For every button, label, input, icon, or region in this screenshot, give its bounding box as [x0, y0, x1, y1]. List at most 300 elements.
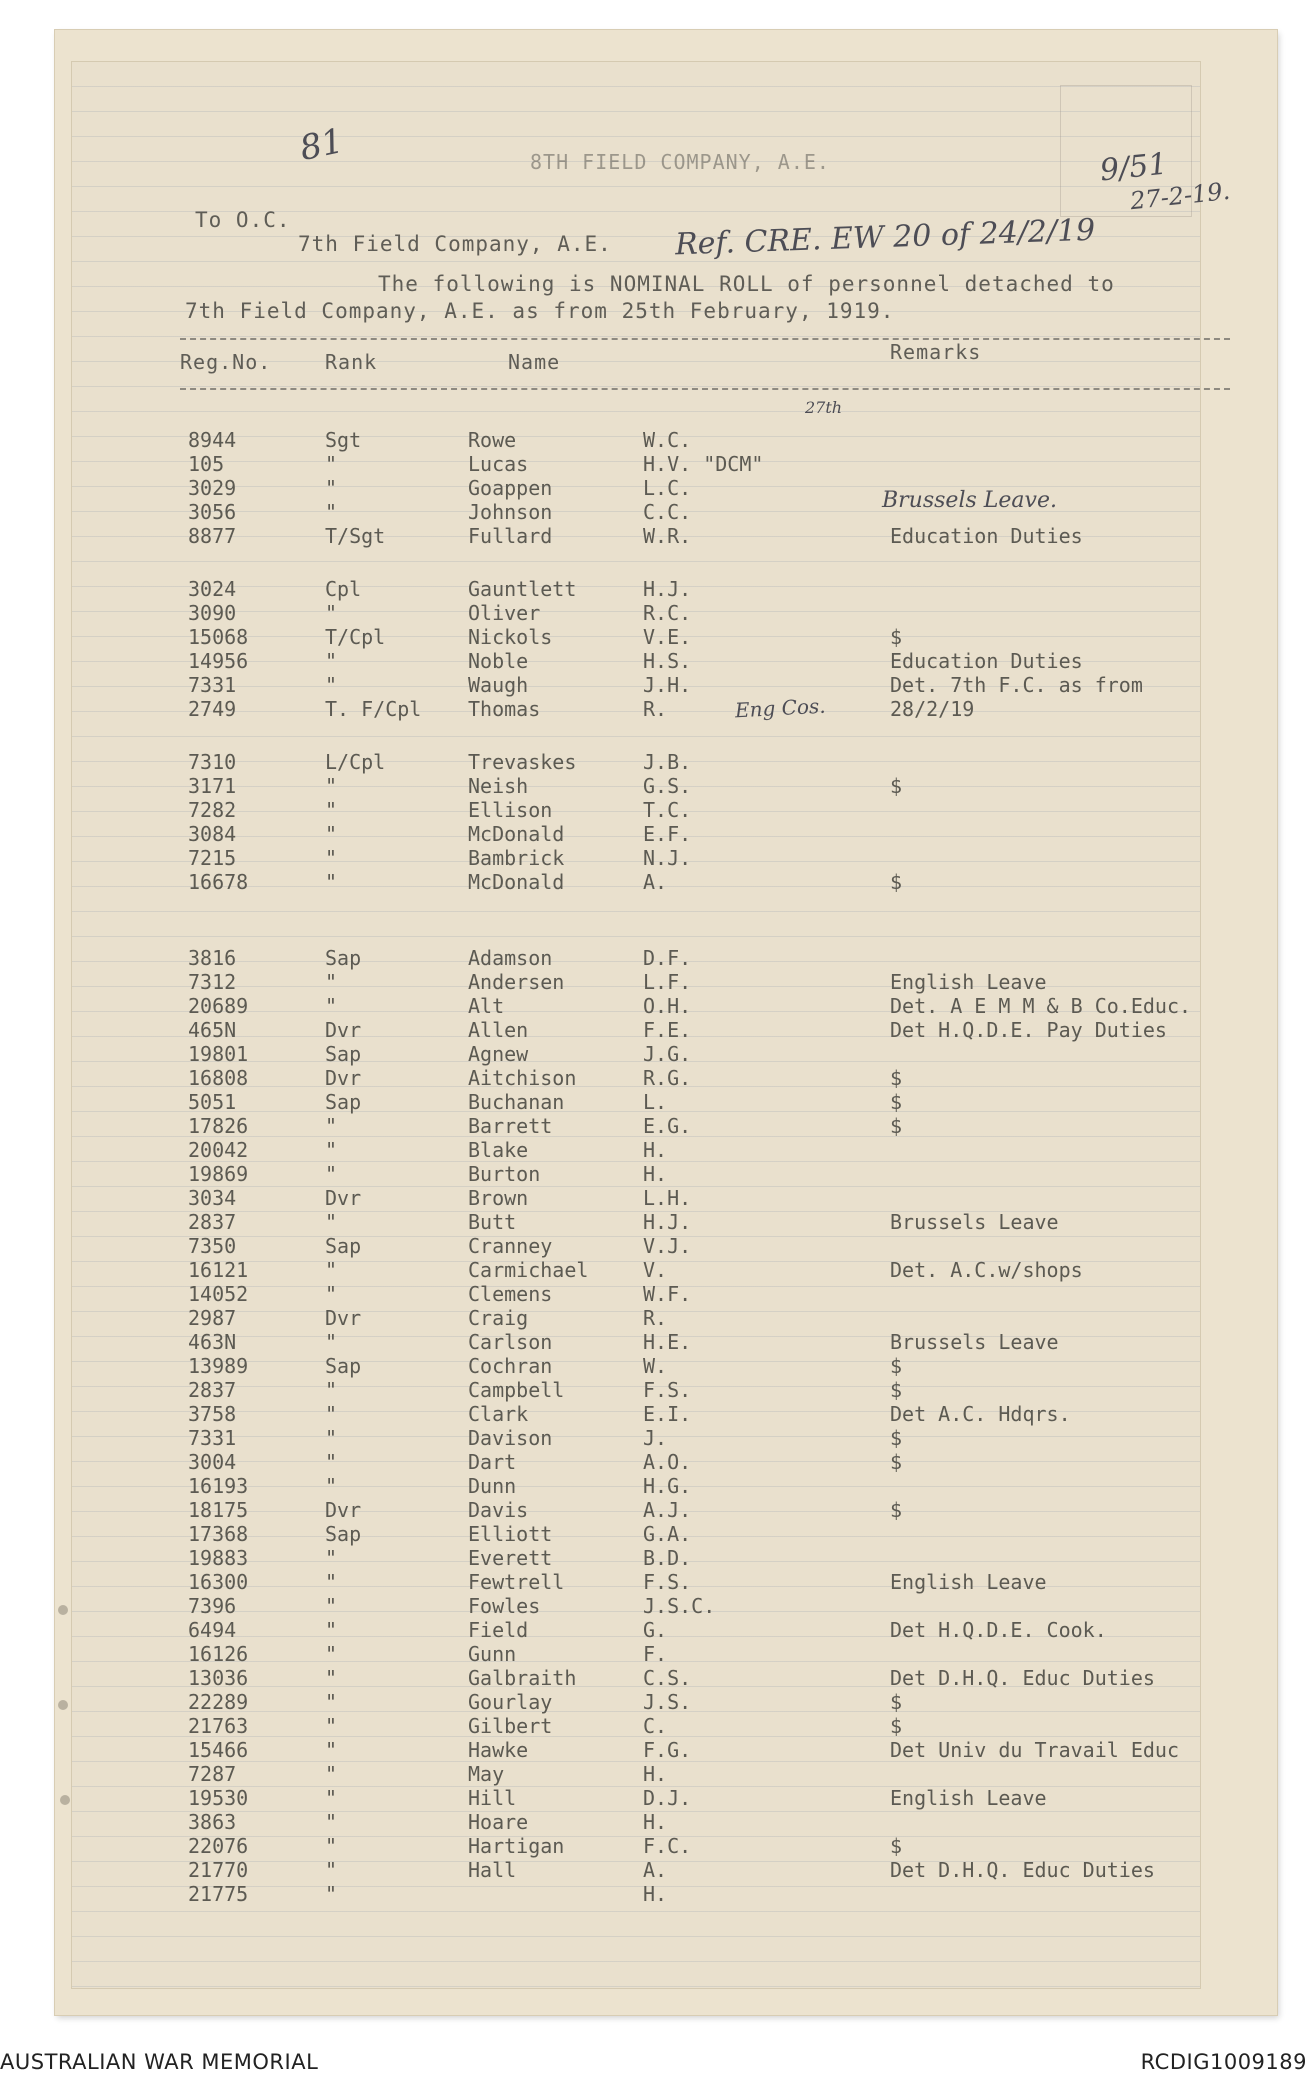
reg-number: 16121 [188, 1258, 249, 1282]
initials: W.F. [643, 1282, 692, 1306]
reg-number: 14956 [188, 649, 249, 673]
reg-number: 20689 [188, 994, 249, 1018]
remarks: $ [890, 774, 903, 798]
surname: Dart [468, 1450, 517, 1474]
surname: Ellison [468, 798, 553, 822]
surname: Aitchison [468, 1066, 577, 1090]
remarks: Det A.C. Hdqrs. [890, 1402, 1071, 1426]
initials: R. [643, 1306, 668, 1330]
initials: H.S. [643, 649, 692, 673]
reg-number: 2837 [188, 1210, 237, 1234]
reg-number: 3029 [188, 476, 237, 500]
remarks: Det. A E M M & B Co.Educ. [890, 994, 1192, 1018]
remarks: $ [890, 1090, 903, 1114]
reg-number: 7312 [188, 970, 237, 994]
table-row [0, 1402, 1313, 1426]
surname: Field [468, 1618, 529, 1642]
table-row [0, 994, 1313, 1018]
initials: L.F. [643, 970, 692, 994]
reg-number: 7331 [188, 1426, 237, 1450]
remarks: $ [890, 1378, 903, 1402]
file-reference: 9/51 [1098, 146, 1170, 189]
table-row [0, 1234, 1313, 1258]
rank: " [325, 1690, 338, 1714]
reg-number: 21775 [188, 1882, 249, 1906]
reg-number: 3034 [188, 1186, 237, 1210]
initials: F.G. [643, 1738, 692, 1762]
reg-number: 3863 [188, 1810, 237, 1834]
surname: Craig [468, 1306, 529, 1330]
file-date: 27-2-19. [1128, 176, 1232, 216]
initials: H.E. [643, 1330, 692, 1354]
surname: Clark [468, 1402, 529, 1426]
reg-number: 2837 [188, 1378, 237, 1402]
surname: Fewtrell [468, 1570, 565, 1594]
rank: " [325, 846, 338, 870]
reg-number: 465N [188, 1018, 237, 1042]
table-row [0, 1834, 1313, 1858]
surname: Barrett [468, 1114, 553, 1138]
initials: E.F. [643, 822, 692, 846]
table-row [0, 452, 1313, 476]
table-row [0, 1114, 1313, 1138]
reg-number: 13989 [188, 1354, 249, 1378]
initials: W.R. [643, 524, 692, 548]
rank: " [325, 1114, 338, 1138]
folio-number: 81 [296, 120, 347, 170]
surname: Gilbert [468, 1714, 553, 1738]
remarks: Det D.H.Q. Educ Duties [890, 1858, 1155, 1882]
initials: A. [643, 870, 668, 894]
surname: Hawke [468, 1738, 529, 1762]
initials: B.D. [643, 1546, 692, 1570]
table-row [0, 1138, 1313, 1162]
initials: C.C. [643, 500, 692, 524]
initials: H. [643, 1810, 668, 1834]
table-row [0, 1738, 1313, 1762]
rank: " [325, 452, 338, 476]
surname: Gauntlett [468, 577, 577, 601]
table-row [0, 774, 1313, 798]
table-row [0, 1858, 1313, 1882]
table-row [0, 476, 1313, 500]
rank: " [325, 1450, 338, 1474]
surname: Fullard [468, 524, 553, 548]
rank: " [325, 1810, 338, 1834]
surname: Davison [468, 1426, 553, 1450]
surname: McDonald [468, 822, 565, 846]
remarks: Brussels Leave [890, 1330, 1059, 1354]
surname: Thomas [468, 697, 541, 721]
rank: " [325, 601, 338, 625]
reg-number: 2987 [188, 1306, 237, 1330]
initials: G.A. [643, 1522, 692, 1546]
surname: Goappen [468, 476, 553, 500]
footer-source: AUSTRALIAN WAR MEMORIAL [0, 2050, 319, 2074]
rank: T/Sgt [325, 524, 386, 548]
rank: " [325, 1738, 338, 1762]
rank: Sap [325, 1042, 362, 1066]
rank: Sap [325, 1522, 362, 1546]
remarks: Det H.Q.D.E. Pay Duties [890, 1018, 1167, 1042]
pencil-note-brussels: Brussels Leave. [882, 488, 1057, 513]
table-row [0, 1282, 1313, 1306]
rank: Dvr [325, 1018, 362, 1042]
reg-number: 21770 [188, 1858, 249, 1882]
rank: " [325, 1882, 338, 1906]
reg-number: 463N [188, 1330, 237, 1354]
rank: " [325, 1162, 338, 1186]
surname: Cochran [468, 1354, 553, 1378]
initials: C.S. [643, 1666, 692, 1690]
remarks: Det Univ du Travail Educ [890, 1738, 1179, 1762]
reg-number: 7350 [188, 1234, 237, 1258]
surname: Waugh [468, 673, 529, 697]
to-line-2: 7th Field Company, A.E. [298, 232, 612, 256]
reg-number: 3758 [188, 1402, 237, 1426]
rank: " [325, 1642, 338, 1666]
reg-number: 22076 [188, 1834, 249, 1858]
table-row [0, 1882, 1313, 1906]
unit-heading: 8TH FIELD COMPANY, A.E. [530, 150, 830, 174]
pencil-note-eng-cos: Eng Cos. [734, 693, 827, 723]
initials: H. [643, 1762, 668, 1786]
header-rule-top [180, 338, 1230, 340]
reg-number: 15466 [188, 1738, 249, 1762]
remarks: $ [890, 1114, 903, 1138]
reg-number: 7331 [188, 673, 237, 697]
remarks: Det D.H.Q. Educ Duties [890, 1666, 1155, 1690]
footer-id: RCDIG1009189 [1140, 2050, 1307, 2074]
reg-number: 3056 [188, 500, 237, 524]
reg-number: 7287 [188, 1762, 237, 1786]
reg-number: 3171 [188, 774, 237, 798]
rank: " [325, 1666, 338, 1690]
surname: Dunn [468, 1474, 517, 1498]
rank: " [325, 1786, 338, 1810]
remarks: Education Duties [890, 524, 1083, 548]
surname: Blake [468, 1138, 529, 1162]
surname: Hill [468, 1786, 517, 1810]
remarks: $ [890, 1690, 903, 1714]
remarks: $ [890, 1714, 903, 1738]
initials: J.S.C. [643, 1594, 716, 1618]
table-row [0, 1618, 1313, 1642]
initials: V.J. [643, 1234, 692, 1258]
remarks: Education Duties [890, 649, 1083, 673]
initials: H. [643, 1162, 668, 1186]
table-row [0, 1522, 1313, 1546]
reg-number: 19801 [188, 1042, 249, 1066]
rank: L/Cpl [325, 750, 386, 774]
rank: " [325, 870, 338, 894]
surname: Johnson [468, 500, 553, 524]
surname: Hartigan [468, 1834, 565, 1858]
rank: " [325, 1426, 338, 1450]
initials: R.G. [643, 1066, 692, 1090]
table-row [0, 1042, 1313, 1066]
remarks: 28/2/19 [890, 697, 975, 721]
reg-number: 16300 [188, 1570, 249, 1594]
reg-number: 7310 [188, 750, 237, 774]
initials: O.H. [643, 994, 692, 1018]
remarks: $ [890, 1450, 903, 1474]
initials: D.F. [643, 946, 692, 970]
remarks: $ [890, 1354, 903, 1378]
initials: R.C. [643, 601, 692, 625]
surname: Alt [468, 994, 505, 1018]
table-row [0, 1306, 1313, 1330]
surname: Andersen [468, 970, 565, 994]
rank: " [325, 1714, 338, 1738]
rank: " [325, 822, 338, 846]
remarks: $ [890, 625, 903, 649]
table-row [0, 1786, 1313, 1810]
header-name: Name [508, 350, 561, 374]
table-row [0, 946, 1313, 970]
table-row [0, 1426, 1313, 1450]
table-row [0, 1210, 1313, 1234]
surname: Elliott [468, 1522, 553, 1546]
initials: F. [643, 1642, 668, 1666]
surname: Trevaskes [468, 750, 577, 774]
reg-number: 3084 [188, 822, 237, 846]
surname: Neish [468, 774, 529, 798]
table-row [0, 1570, 1313, 1594]
rank: Sap [325, 1354, 362, 1378]
remarks: English Leave [890, 970, 1047, 994]
initials: T.C. [643, 798, 692, 822]
remarks: $ [890, 1066, 903, 1090]
initials: H.V. "DCM" [643, 452, 764, 476]
remarks: Det. 7th F.C. as from [890, 673, 1143, 697]
surname: Bambrick [468, 846, 565, 870]
to-line-1: To O.C. [195, 208, 291, 232]
reg-number: 8944 [188, 428, 237, 452]
surname: Galbraith [468, 1666, 577, 1690]
remarks: Det. A.C.w/shops [890, 1258, 1083, 1282]
initials: E.G. [643, 1114, 692, 1138]
table-row [0, 1690, 1313, 1714]
surname: Carlson [468, 1330, 553, 1354]
initials: H. [643, 1138, 668, 1162]
surname: Oliver [468, 601, 541, 625]
remarks: $ [890, 1834, 903, 1858]
remarks: English Leave [890, 1786, 1047, 1810]
reg-number: 2749 [188, 697, 237, 721]
table-row [0, 750, 1313, 774]
reg-number: 7215 [188, 846, 237, 870]
rank: " [325, 500, 338, 524]
remarks: $ [890, 1498, 903, 1522]
table-row [0, 524, 1313, 548]
initials: H.G. [643, 1474, 692, 1498]
reg-number: 17826 [188, 1114, 249, 1138]
surname: Brown [468, 1186, 529, 1210]
rank: " [325, 1210, 338, 1234]
surname: Davis [468, 1498, 529, 1522]
rank: " [325, 970, 338, 994]
initials: L.C. [643, 476, 692, 500]
initials: F.S. [643, 1570, 692, 1594]
table-row [0, 1810, 1313, 1834]
initials: J.B. [643, 750, 692, 774]
reg-number: 17368 [188, 1522, 249, 1546]
table-row [0, 649, 1313, 673]
rank: Dvr [325, 1186, 362, 1210]
initials: J. [643, 1426, 668, 1450]
intro-line-1: The following is NOMINAL ROLL of personnel detached to [378, 272, 1115, 296]
rank: " [325, 1858, 338, 1882]
surname: May [468, 1762, 505, 1786]
initials: F.S. [643, 1378, 692, 1402]
surname: Gourlay [468, 1690, 553, 1714]
surname: Butt [468, 1210, 517, 1234]
table-row [0, 1498, 1313, 1522]
reg-number: 18175 [188, 1498, 249, 1522]
reg-number: 21763 [188, 1714, 249, 1738]
initials: J.S. [643, 1690, 692, 1714]
rank: " [325, 1330, 338, 1354]
reg-number: 3816 [188, 946, 237, 970]
rank: " [325, 649, 338, 673]
reg-number: 16678 [188, 870, 249, 894]
initials: H. [643, 1882, 668, 1906]
initials: H.J. [643, 577, 692, 601]
rank: " [325, 1138, 338, 1162]
rank: " [325, 1258, 338, 1282]
rank: " [325, 673, 338, 697]
surname: Nickols [468, 625, 553, 649]
remarks: Brussels Leave [890, 1210, 1059, 1234]
rank: " [325, 476, 338, 500]
table-row [0, 870, 1313, 894]
table-row [0, 1258, 1313, 1282]
table-row [0, 625, 1313, 649]
surname: Burton [468, 1162, 541, 1186]
rank: Dvr [325, 1306, 362, 1330]
initials: F.E. [643, 1018, 692, 1042]
surname: Adamson [468, 946, 553, 970]
initials: C. [643, 1714, 668, 1738]
rank: " [325, 1282, 338, 1306]
reg-number: 3004 [188, 1450, 237, 1474]
rank: Sap [325, 1090, 362, 1114]
initials: N.J. [643, 846, 692, 870]
initials: V.E. [643, 625, 692, 649]
initials: E.I. [643, 1402, 692, 1426]
table-row [0, 673, 1313, 697]
reg-number: 16126 [188, 1642, 249, 1666]
surname: Clemens [468, 1282, 553, 1306]
rank: " [325, 1546, 338, 1570]
initials: A.O. [643, 1450, 692, 1474]
reg-number: 15068 [188, 625, 249, 649]
surname: Cranney [468, 1234, 553, 1258]
table-row [0, 1066, 1313, 1090]
remarks: $ [890, 870, 903, 894]
remarks: English Leave [890, 1570, 1047, 1594]
surname: Hoare [468, 1810, 529, 1834]
initials: F.C. [643, 1834, 692, 1858]
rank: " [325, 1834, 338, 1858]
remarks: $ [890, 1426, 903, 1450]
intro-line-2: 7th Field Company, A.E. as from 25th February, 1919. [185, 299, 895, 323]
initials: A.J. [643, 1498, 692, 1522]
reg-number: 19530 [188, 1786, 249, 1810]
reg-number: 16193 [188, 1474, 249, 1498]
initials: J.H. [643, 673, 692, 697]
rank: " [325, 798, 338, 822]
table-row [0, 1162, 1313, 1186]
table-row [0, 1330, 1313, 1354]
header-rule-bottom [180, 388, 1230, 390]
surname: Noble [468, 649, 529, 673]
rank: " [325, 1474, 338, 1498]
reg-number: 22289 [188, 1690, 249, 1714]
initials: R. [643, 697, 668, 721]
surname: Gunn [468, 1642, 517, 1666]
table-row [0, 1714, 1313, 1738]
rank: Sap [325, 946, 362, 970]
reg-number: 7396 [188, 1594, 237, 1618]
remarks: Det H.Q.D.E. Cook. [890, 1618, 1107, 1642]
table-row [0, 1594, 1313, 1618]
surname: Rowe [468, 428, 517, 452]
rank: " [325, 1570, 338, 1594]
table-row [0, 1642, 1313, 1666]
surname: Hall [468, 1858, 517, 1882]
table-row [0, 1546, 1313, 1570]
header-remarks: Remarks [890, 340, 982, 364]
reg-number: 7282 [188, 798, 237, 822]
rank: " [325, 1618, 338, 1642]
rank: Cpl [325, 577, 362, 601]
rank: T/Cpl [325, 625, 386, 649]
rank: " [325, 994, 338, 1018]
header-reg-no: Reg.No. [180, 350, 272, 374]
initials: D.J. [643, 1786, 692, 1810]
reg-number: 5051 [188, 1090, 237, 1114]
table-row [0, 822, 1313, 846]
reg-number: 19869 [188, 1162, 249, 1186]
table-row [0, 1762, 1313, 1786]
table-row [0, 1474, 1313, 1498]
rank: " [325, 774, 338, 798]
initials: H.J. [643, 1210, 692, 1234]
rank: Dvr [325, 1066, 362, 1090]
surname: Carmichael [468, 1258, 589, 1282]
initials: W.C. [643, 428, 692, 452]
surname: Fowles [468, 1594, 541, 1618]
table-row [0, 1378, 1313, 1402]
table-row [0, 500, 1313, 524]
initials: W. [643, 1354, 668, 1378]
table-row [0, 428, 1313, 452]
reg-number: 8877 [188, 524, 237, 548]
rank: " [325, 1378, 338, 1402]
table-row [0, 1354, 1313, 1378]
initials: V. [643, 1258, 668, 1282]
surname: Campbell [468, 1378, 565, 1402]
reference-note: Ref. CRE. EW 20 of 24/2/19 [674, 212, 1096, 263]
rank: T. F/Cpl [325, 697, 422, 721]
table-row [0, 798, 1313, 822]
surname: Everett [468, 1546, 553, 1570]
table-row [0, 1090, 1313, 1114]
rank: " [325, 1402, 338, 1426]
table-row [0, 577, 1313, 601]
